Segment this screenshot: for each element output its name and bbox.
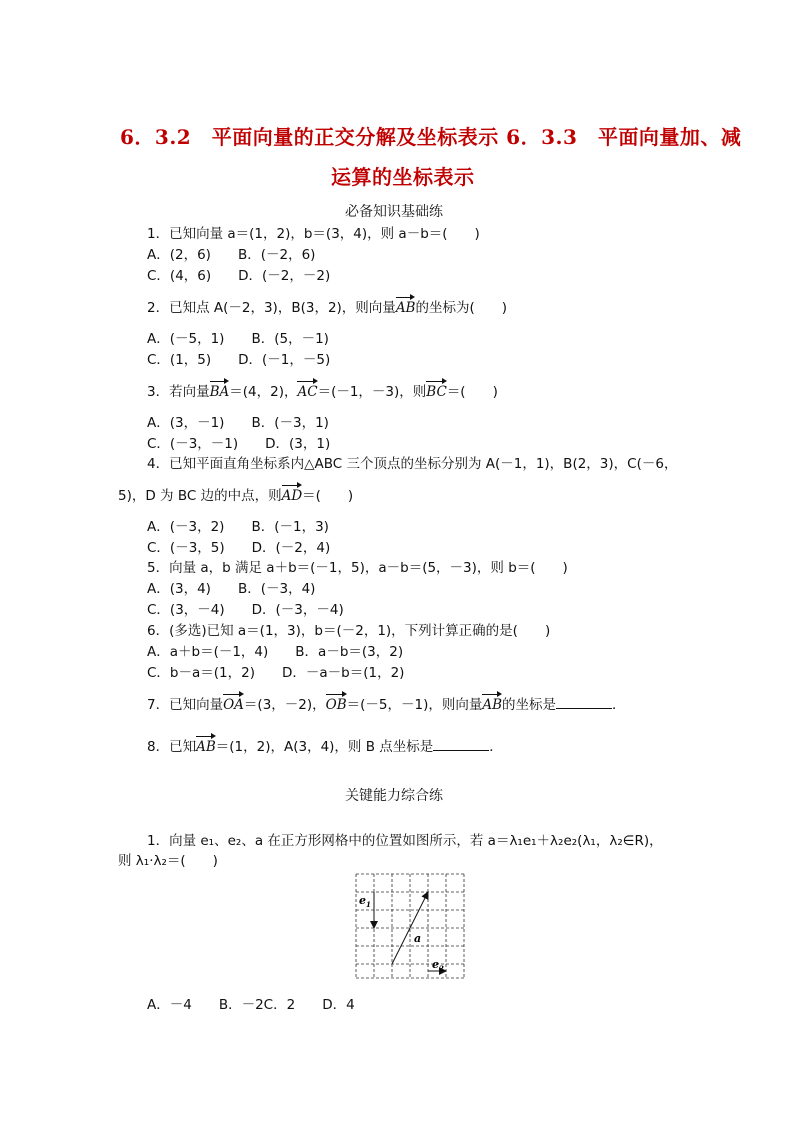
vector-ab-q8: AB (196, 739, 216, 755)
question-6-options-cd: C．b－a＝(1，2) D．－a－b＝(1，2) (147, 665, 405, 681)
label-e1: $e_1$ (359, 894, 371, 909)
question-8-stem (147, 735, 503, 755)
question-4-line-2 (118, 484, 353, 504)
question-3-pre: 3．若向量 (147, 384, 210, 400)
ability-question-1-line-1: 1．向量 e₁、e₂、a 在正方形网格中的位置如图所示，若 a＝λ₁e₁＋λ₂e₂(λ₁，λ₂∈R)， (147, 833, 663, 849)
question-4-line-2-pre: 5)，D 为 BC 边的中点，则 (118, 488, 282, 504)
vector-grid-figure (352, 870, 468, 982)
question-5-stem: 5．向量 a，b 满足 a＋b＝(－1，5)，a－b＝(5，－3)，则 b＝( ) (147, 560, 568, 576)
question-8-end: ． (489, 739, 503, 755)
question-4-line-1: 4．已知平面直角坐标系内△ABC 三个顶点的坐标分别为 A(－1，1)，B(2，3)，C(－6， (147, 456, 678, 472)
answer-blank-q8[interactable] (433, 738, 489, 751)
question-2-stem-pre: 2．已知点 A(－2，3)，B(3，2)，则向量 (147, 300, 396, 316)
question-8-pre: 8．已知 (147, 739, 197, 755)
question-3-options-cd: C．(－3，－1) D．(3，1) (147, 436, 331, 452)
question-5-options-ab: A．(3，4) B．(－3，4) (147, 581, 316, 597)
vector-ab: AB (395, 300, 416, 316)
section-heading-ability: 关键能力综合练 (345, 788, 443, 804)
question-1-options-ab: A．(2，6) B．(－2，6) (147, 247, 316, 263)
question-4-options-cd: C．(－3，5) D．(－2，4) (147, 540, 331, 556)
answer-blank-q7[interactable] (556, 696, 612, 709)
question-2-stem (147, 296, 507, 316)
page-title-line-2: 运算的坐标表示 (331, 165, 475, 189)
question-7-mid-2: ＝(－5，－1)，则向量 (346, 697, 483, 713)
question-5-options-cd: C．(3，－4) D．(－3，－4) (147, 602, 344, 618)
question-7-post: 的坐标是 (502, 697, 557, 713)
question-1-stem: 1．已知向量 a＝(1，2)，b＝(3，4)，则 a－b＝( ) (147, 226, 480, 242)
question-6-stem: 6．(多选)已知 a＝(1，3)，b＝(－2，1)，下列计算正确的是( ) (147, 623, 551, 639)
question-7-pre: 7．已知向量 (147, 697, 224, 713)
label-a: a (414, 932, 422, 945)
question-3-mid-2: ＝(－1，－3)，则 (317, 384, 427, 400)
question-3-mid-1: ＝(4，2)， (229, 384, 298, 400)
label-e2: $e_2$ (432, 958, 444, 973)
vector-bc: BC (426, 384, 447, 400)
question-1-options-cd: C．(4，6) D．(－2，－2) (147, 268, 331, 284)
ability-question-1-options: A．－4 B．－2C．2 D．4 (147, 997, 355, 1013)
question-4-line-2-post: ＝( ) (302, 488, 354, 504)
question-2-options-cd: C．(1，5) D．(－1，－5) (147, 352, 331, 368)
question-8-mid: ＝(1，2)，A(3，4)，则 B 点坐标是 (215, 739, 434, 755)
question-7-stem (147, 693, 626, 713)
ability-question-1-line-2: 则 λ₁·λ₂＝( ) (118, 853, 218, 869)
question-7-end: ． (612, 697, 626, 713)
vector-ba: BA (209, 384, 230, 400)
vector-oa: OA (223, 697, 244, 713)
question-4-options-ab: A．(－3，2) B．(－1，3) (147, 519, 329, 535)
grid-lines (356, 874, 464, 978)
section-heading-basic: 必备知识基础练 (345, 204, 443, 220)
question-6-options-ab: A．a＋b＝(－1，4) B．a－b＝(3，2) (147, 644, 404, 660)
question-2-options-ab: A．(－5，1) B．(5，－1) (147, 331, 329, 347)
question-2-stem-post: 的坐标为( ) (415, 300, 508, 316)
question-7-mid-1: ＝(3，－2)， (243, 697, 326, 713)
vector-ob: OB (325, 697, 347, 713)
vector-ab-q7: AB (482, 697, 503, 713)
vector-ac: AC (297, 384, 318, 400)
vector-ad: AD (281, 488, 303, 504)
question-3-options-ab: A．(3，－1) B．(－3，1) (147, 415, 329, 431)
question-3-stem (147, 380, 498, 400)
question-3-post: ＝( ) (446, 384, 498, 400)
page-title-line-1: 6．3.2 平面向量的正交分解及坐标表示 6．3.3 平面向量加、减 (120, 125, 742, 149)
